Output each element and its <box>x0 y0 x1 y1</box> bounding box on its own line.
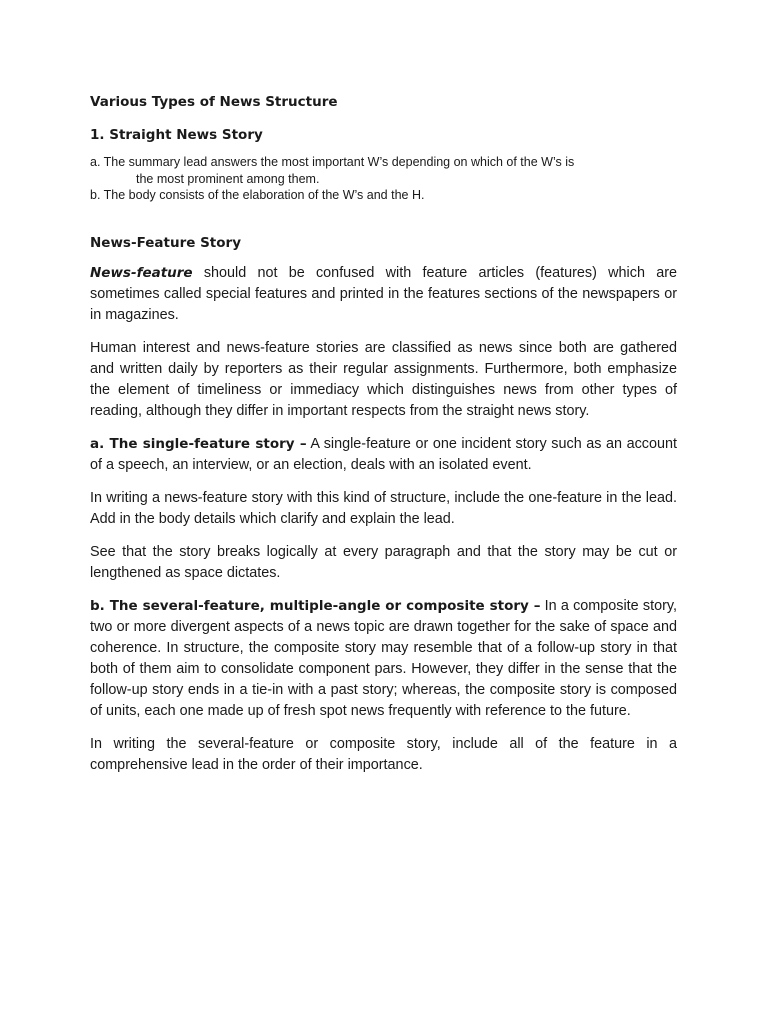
paragraph-news-feature-definition <box>90 263 677 326</box>
list-item-continuation: the most prominent among them. <box>136 171 320 186</box>
paragraph-text: should not be confused with feature articles (features) which are sometimes called special features and printed in the features sections of the newspapers or in magazines. <box>90 264 677 323</box>
paragraph-writing-composite: In writing the several-feature or composite story, include all of the feature in a comprehensive lead in the order of their importance. <box>90 735 677 773</box>
paragraph-text: A single-feature or one incident story such as an account of a speech, an interview, or an election, deals with an isolated event. <box>90 435 677 473</box>
document-page <box>90 92 677 788</box>
list-item-text: a. The summary lead answers the most important W’s depending on which of the W’s is <box>90 155 575 169</box>
paragraph-human-interest: Human interest and news-feature stories are classified as news since both are gathered and written daily by reporters as their regular assignments. Furthermore, both emphasize the element of timeliness or immediacy which distinguishes news from other types of reading, although they differ in important respects from the straight news story. <box>90 339 677 419</box>
paragraph-story-breaks: See that the story breaks logically at every paragraph and that the story may be cut or lengthened as space dictates. <box>90 543 677 581</box>
section-heading-news-feature: News-Feature Story <box>90 234 241 251</box>
paragraph-writing-single-feature: In writing a news-feature story with this kind of structure, include the one-feature in the lead. Add in the body details which clarify and explain the lead. <box>90 489 677 527</box>
list-item <box>90 154 677 187</box>
paragraph-composite-story <box>90 596 677 722</box>
subsection-label: b. The several-feature, multiple-angle or composite story – <box>90 597 541 614</box>
list-item <box>90 187 677 204</box>
document-title: Various Types of News Structure <box>90 94 338 110</box>
section-heading-straight-news: 1. Straight News Story <box>90 127 263 143</box>
paragraph-single-feature <box>90 434 677 476</box>
term-label: News-feature <box>90 264 193 281</box>
subsection-label: a. The single-feature story – <box>90 435 307 452</box>
paragraph-text: In a composite story, two or more divergent aspects of a news topic are drawn together for the sake of space and coherence. In structure, the composite story may resemble that of a follow-up story in that both of them aim to consolidate component pars. However, they differ in the sense that the follow-up story ends in a tie-in with a past story; whereas, the composite story is composed of units, each one made up of fresh spot news frequently with reference to the future. <box>90 597 677 719</box>
list-item-text: b. The body consists of the elaboration of the W’s and the H. <box>90 188 425 202</box>
